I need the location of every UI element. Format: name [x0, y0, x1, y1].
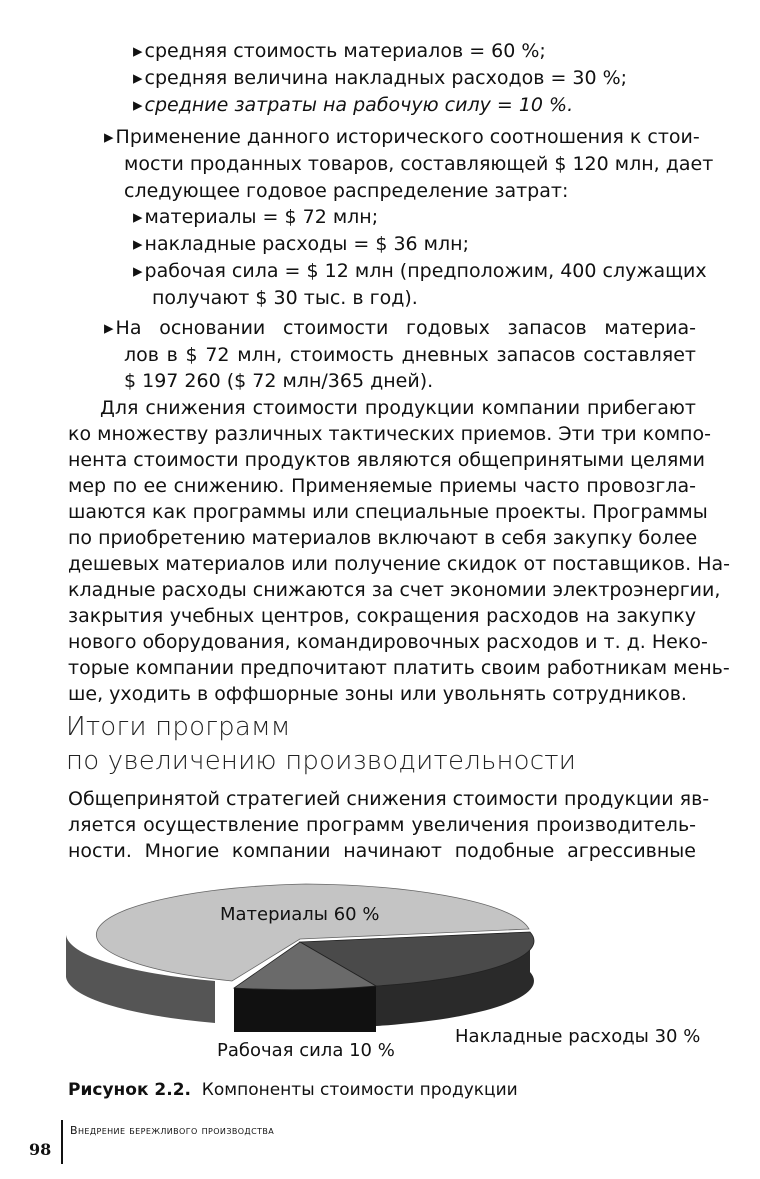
paragraph-line: ко множеству различных тактических приемов. Эти три компо-: [68, 423, 711, 445]
list-item-continued: мости проданных товаров, составляющей $ 120 млн, дает: [124, 153, 714, 175]
page-number: 98: [29, 1140, 52, 1159]
paragraph-line: нента стоимости продуктов являются общепринятыми целями: [68, 449, 705, 471]
paragraph-line: Для снижения стоимости продукции компании прибегают: [100, 397, 696, 419]
paragraph-line: ше, уходить в оффшорные зоны или увольнять сотрудников.: [68, 683, 687, 705]
paragraph-line: закрытия учебных центров, сокращения расходов на закупку: [68, 605, 696, 627]
paragraph-line: кладные расходы снижаются за счет экономии электроэнергии,: [68, 579, 721, 601]
chart-label-materials: Материалы 60 %: [220, 904, 380, 925]
paragraph-line: дешевых материалов или получение скидок от поставщиков. На-: [68, 553, 730, 575]
chart-label-overhead: Накладные расходы 30 %: [455, 1026, 701, 1047]
list-item: ▸ средняя стоимость материалов = 60 %;: [133, 38, 546, 64]
paragraph-line: ности. Многие компании начинают подобные агрессивные: [68, 840, 696, 862]
list-item: ▸ На основании стоимости годовых запасов материа-: [104, 315, 696, 341]
chart-label-labor: Рабочая сила 10 %: [217, 1040, 395, 1061]
list-item: ▸ рабочая сила = $ 12 млн (предположим, 400 служащих: [133, 258, 707, 284]
list-item: ▸ накладные расходы = $ 36 млн;: [133, 231, 469, 257]
pie-slice-labor-side: [234, 986, 376, 1032]
paragraph-line: шаются как программы или специальные проекты. Программы: [68, 501, 708, 523]
paragraph-line: ляется осуществление программ увеличения производитель-: [68, 814, 696, 836]
paragraph-line: нового оборудования, командировочных расходов и т. д. Неко-: [68, 631, 708, 653]
list-item-continued: получают $ 30 тыс. в год).: [152, 287, 418, 309]
list-item-continued: $ 197 260 ($ 72 млн/365 дней).: [124, 370, 434, 392]
figure-caption-text: Компоненты стоимости продукции: [201, 1080, 518, 1100]
section-heading-line: по увеличению производительности: [66, 746, 577, 776]
paragraph-line: торые компании предпочитают платить своим работникам мень-: [68, 657, 730, 679]
section-heading-line: Итоги программ: [66, 712, 291, 742]
list-item: ▸ Применение данного исторического соотношения к стои-: [104, 124, 700, 150]
paragraph-line: по приобретению материалов включают в себя закупку более: [68, 527, 698, 549]
paragraph-line: мер по ее снижению. Применяемые приемы часто провозгла-: [68, 475, 696, 497]
list-item-continued: лов в $ 72 млн, стоимость дневных запасов составляет: [124, 344, 696, 366]
list-item: ▸ материалы = $ 72 млн;: [133, 204, 378, 230]
figure-caption: [68, 1080, 518, 1100]
footer-divider: [61, 1120, 63, 1164]
figure-caption-label: Рисунок 2.2.: [68, 1080, 191, 1100]
paragraph-line: Общепринятой стратегией снижения стоимости продукции яв-: [68, 788, 710, 810]
list-item: ▸ средние затраты на рабочую силу = 10 %.: [133, 92, 573, 118]
running-title: Внедрение бережливого производства: [70, 1124, 275, 1137]
list-item: ▸ средняя величина накладных расходов = 30 %;: [133, 65, 627, 91]
list-item-continued: следующее годовое распределение затрат:: [124, 180, 569, 202]
